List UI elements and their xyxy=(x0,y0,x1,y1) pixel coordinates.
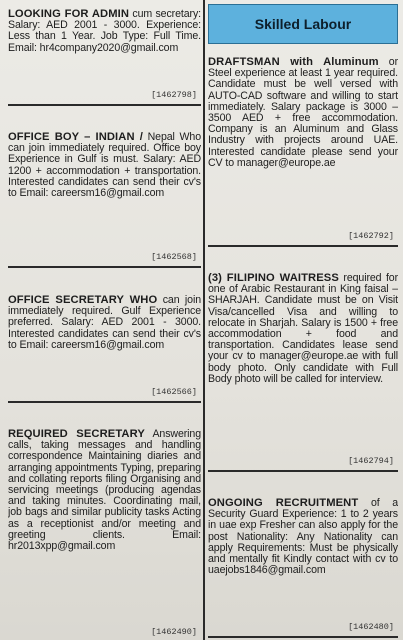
ad-reference: [1462480] xyxy=(348,622,394,632)
section-header xyxy=(208,4,398,44)
ad-draftsman xyxy=(208,48,398,247)
ad-reference: [1462792] xyxy=(348,231,394,241)
ad-reference: [1462568] xyxy=(151,252,197,262)
ad-body: Answering calls, taking messages and handling correspondence Maintaining diaries and arranging appointments Typing, preparing and collating reports filing Organising and servicing meetings (producing agendas and taking minutes. Coordinating mail, job bags and similar publicity tasks Acting as a receptionist and/or meeting and greeting clients. Email: hr2013xpp@gmail.com xyxy=(8,428,201,553)
ad-heading: LOOKING FOR ADMIN xyxy=(8,8,130,20)
ad-heading: REQUIRED SECRETARY xyxy=(8,428,145,440)
right-column xyxy=(208,0,398,640)
column-divider xyxy=(203,0,205,640)
ad-admin-secretary xyxy=(8,0,201,106)
ad-reference: [1462490] xyxy=(151,627,197,637)
left-column xyxy=(8,0,201,640)
section-title: Skilled Labour xyxy=(254,16,352,32)
ad-heading: DRAFTSMAN with Aluminum xyxy=(208,56,379,68)
ad-heading: OFFICE BOY – INDIAN / xyxy=(8,131,143,143)
ad-heading: ONGOING RECRUITMENT xyxy=(208,497,359,509)
ad-body: required for one of Arabic Restaurant in King faisal – SHARJAH. Candidate must be on Visit Visa/cancelled Visa and willing to relocate in Sharjah. Salary is 1500 + free accommodation + food and transportation. Candidates lease send your cv to manager@europe.ae with full body photo. Only candidate with Full Body photo will be called for interview. xyxy=(208,272,398,385)
ad-office-boy xyxy=(8,124,201,268)
ad-heading: (3) FILIPINO WAITRESS xyxy=(208,272,339,284)
ad-body: or Steel experience at least 1 year required. Candidate must be well versed with AUTO-CAD software and willing to start immediately. Salary package is 3000 – 3500 AED + free accommodation. Company is an Aluminum and Glass Industry with projects around UAE. Interested candidate please send your CV to manager@europe.ae xyxy=(208,56,398,169)
ad-reference: [1462794] xyxy=(348,456,394,466)
ad-required-secretary xyxy=(8,420,201,640)
ad-body: of a Security Guard Experience: 1 to 2 years in uae exp Fresher can also apply for the post Nationality: Any Nationality can apply Requirements: Must be physically and mentally fit Kindly contact with cv to uaejobs1846@gmail.com xyxy=(208,497,398,577)
ad-reference: [1462798] xyxy=(151,90,197,100)
ad-body: cum secretary: Salary: AED 2001 - 3000. Experience: Less than 1 Year. Job Type: Full Time. Email: hr4company2020@gmail.com xyxy=(8,8,201,54)
ad-filipino-waitress xyxy=(208,265,398,472)
ad-heading: OFFICE SECRETARY WHO xyxy=(8,294,158,306)
ad-body: can join immediately required. Gulf Experience preferred. Salary: AED 2001 - 3000. Interested candidates can send their cv's to Email: careersm16@gmail.com xyxy=(8,294,201,351)
ad-reference: [1462566] xyxy=(151,387,197,397)
ad-body: Nepal Who can join immediately required. Office boy Experience in Gulf is must. Salary: AED 1200 + accommodation + transportation. Interested candidates can send their cv's to Email: careersm16@gmail.com xyxy=(8,131,201,200)
ad-office-secretary xyxy=(8,286,201,403)
ad-security-guard xyxy=(208,490,398,638)
